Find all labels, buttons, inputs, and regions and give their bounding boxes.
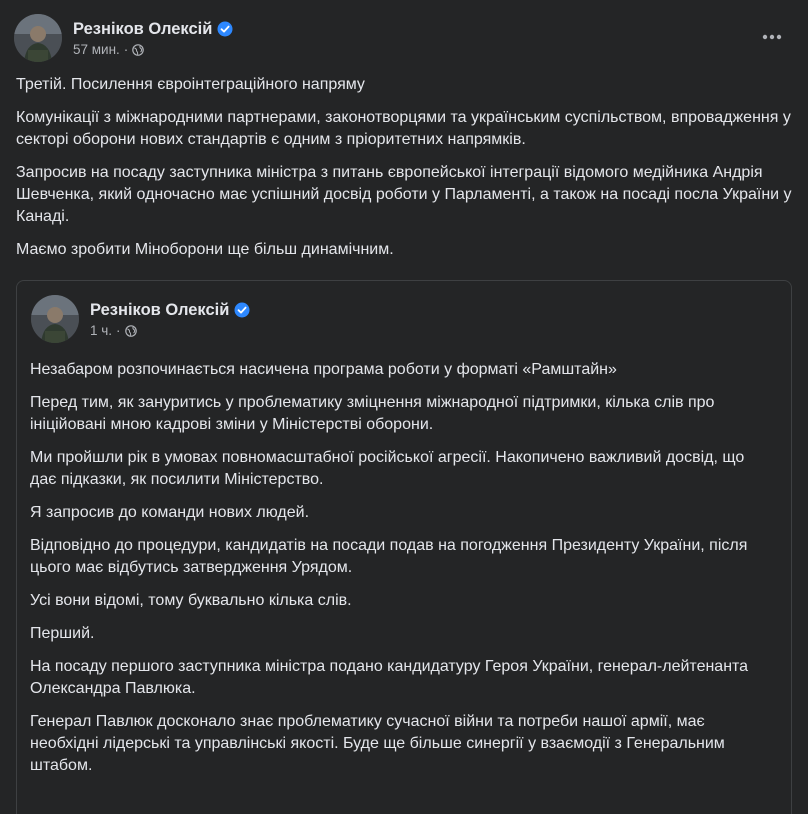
separator-dot: · bbox=[123, 41, 129, 57]
shared-post-body bbox=[30, 359, 770, 788]
shared-paragraph: Генерал Павлюк досконало знає проблематику сучасної війни та потреби нашої армії, має необхідні лідерські та управлінські якості. Буде ще більше синергії у взаємодії з Генеральним штабом. bbox=[30, 713, 725, 774]
separator-dot: · bbox=[116, 322, 121, 338]
shared-author-avatar[interactable] bbox=[31, 295, 79, 343]
shared-paragraph: Перший. bbox=[30, 625, 95, 642]
author-name[interactable]: Резніков Олексій bbox=[73, 19, 213, 38]
post-timestamp[interactable]: 57 мин. bbox=[73, 41, 120, 57]
author-name-row bbox=[73, 19, 233, 39]
post-meta bbox=[73, 19, 233, 58]
shared-author-name[interactable]: Резніков Олексій bbox=[90, 300, 230, 319]
post-paragraph: Маємо зробити Міноборони ще більш динамічним. bbox=[16, 241, 394, 258]
shared-paragraph: Незабаром розпочинається насичена програма роботи у форматі «Рамштайн» bbox=[30, 361, 617, 378]
shared-paragraph: Усі вони відомі, тому буквально кілька слів. bbox=[30, 592, 352, 609]
post-header bbox=[14, 14, 233, 62]
post-paragraph: Запросив на посаду заступника міністра з питань європейської інтеграції відомого медійника Андрія Шевченка, який одночасно має успішний досвід роботи у Парламенті, а також на посаді посла України у Канаді. bbox=[16, 164, 792, 225]
shared-post[interactable] bbox=[16, 280, 792, 814]
shared-post-meta bbox=[90, 300, 250, 339]
shared-post-timestamp[interactable]: 1 ч. bbox=[90, 322, 113, 338]
shared-author-name-row bbox=[90, 300, 250, 320]
post-paragraph: Комунікації з міжнародними партнерами, законотворцями та українським суспільством, впровадження у секторі оборони нових стандартів є одним з пріоритетних напрямків. bbox=[16, 109, 791, 148]
shared-paragraph: Я запросив до команди нових людей. bbox=[30, 504, 310, 521]
shared-post-header bbox=[31, 295, 250, 343]
post-body bbox=[16, 74, 796, 272]
shared-paragraph: Відповідно до процедури, кандидатів на посади подав на погодження Президенту України, після цього має відбутись затвердження Урядом. bbox=[30, 537, 748, 576]
shared-paragraph: На посаду першого заступника міністра подано кандидатуру Героя України, генерал-лейтенанта Олександра Павлюка. bbox=[30, 658, 749, 697]
shared-paragraph: Ми пройшли рік в умовах повномасштабної російської агресії. Накопичено важливий досвід, що дає підказки, як посилити Міністерство. bbox=[30, 449, 745, 488]
more-options-icon[interactable] bbox=[758, 26, 786, 48]
globe-icon[interactable] bbox=[132, 44, 144, 56]
verified-badge-icon bbox=[217, 21, 233, 37]
globe-icon[interactable] bbox=[125, 325, 137, 337]
verified-badge-icon bbox=[234, 302, 250, 318]
post-time-row bbox=[73, 42, 233, 58]
post-paragraph: Третій. Посилення євроінтеграційного напряму bbox=[16, 76, 365, 93]
author-avatar[interactable] bbox=[14, 14, 62, 62]
shared-post-time-row bbox=[90, 323, 250, 339]
shared-paragraph: Перед тим, як зануритись у проблематику зміцнення міжнародної підтримки, кілька слів про ініційовані мною кадрові зміни у Міністерстві оборони. bbox=[30, 394, 715, 433]
